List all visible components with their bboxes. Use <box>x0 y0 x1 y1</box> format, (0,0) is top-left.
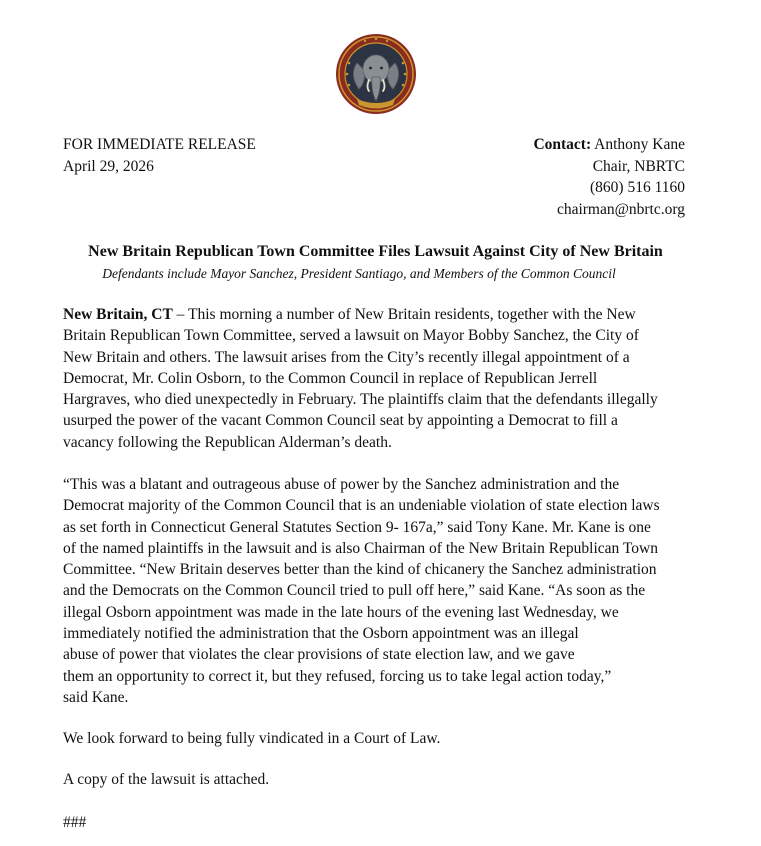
end-marker: ### <box>63 814 87 831</box>
paragraph-line: abuse of power that violates the clear provisions of state election law, and we gave <box>63 646 575 664</box>
contact-email: chairman@nbrtc.org <box>556 200 685 218</box>
paragraph-line: usurped the power of the vacant Common Council seat by appointing a Democrat to fill a <box>63 412 618 430</box>
paragraph-3: We look forward to being fully vindicated in a Court of Law. <box>63 730 441 747</box>
paragraph-4: A copy of the lawsuit is attached. <box>63 771 270 788</box>
contact-line <box>533 134 685 156</box>
paragraph-2 <box>63 474 703 708</box>
paragraph-line: Britain Republican Town Committee, served a lawsuit on Mayor Bobby Sanchez, the City of <box>63 327 639 345</box>
elephant-seal-icon <box>335 33 417 115</box>
paragraph-line: of the named plaintiffs in the lawsuit and is also Chairman of the New Britain Republican Town <box>63 539 658 557</box>
paragraph-line: Hargraves, who died unexpectedly in February. The plaintiffs claim that the defendants illegally <box>63 391 658 409</box>
release-label: FOR IMMEDIATE RELEASE <box>63 136 256 153</box>
paragraph-line: immediately notified the administration that the Osborn appointment was an illegal <box>63 625 579 643</box>
paragraph-line: as set forth in Connecticut General Statutes Section 9- 167a,” said Tony Kane. Mr. Kane is one <box>63 518 651 536</box>
dateline: New Britain, CT <box>63 306 173 323</box>
contact-title: Chair, NBRTC <box>592 157 685 175</box>
release-block <box>63 134 256 177</box>
contact-phone: (860) 516 1160 <box>590 179 685 196</box>
paragraph-1 <box>63 304 703 453</box>
paragraph-line: Democrat majority of the Common Council that is an undeniable violation of state election laws <box>63 497 660 515</box>
paragraph-line: vacancy following the Republican Alderman’s death. <box>63 433 392 451</box>
press-release-title: New Britain Republican Town Committee Files Lawsuit Against City of New Britain <box>88 243 663 260</box>
paragraph-line: Committee. “New Britain deserves better than the kind of chicanery the Sanchez administration <box>63 561 657 579</box>
paragraph-line: and the Democrats on the Common Council tried to pull off here,” said Kane. “As soon as the <box>63 582 646 600</box>
paragraph-line: illegal Osborn appointment was made in the late hours of the evening last Wednesday, we <box>63 603 619 621</box>
contact-name: Anthony Kane <box>594 136 685 153</box>
paragraph-line: said Kane. <box>63 688 129 706</box>
paragraph-line: New Britain, CT – This morning a number of New Britain residents, together with the New <box>63 306 636 323</box>
contact-block <box>533 134 685 220</box>
paragraph-line: “This was a blatant and outrageous abuse of power by the Sanchez administration and the <box>63 476 620 493</box>
press-release-subtitle: Defendants include Mayor Sanchez, President Santiago, and Members of the Common Council <box>102 266 616 281</box>
paragraph-line: New Britain and others. The lawsuit arises from the City’s recently illegal appointment of a <box>63 348 630 366</box>
release-date: April 29, 2026 <box>63 157 154 175</box>
contact-label: Contact: <box>533 136 592 153</box>
paragraph-line: Democrat, Mr. Colin Osborn, to the Common Council in replace of Republican Jerrell <box>63 369 598 387</box>
paragraph-line: them an opportunity to correct it, but they refused, forcing us to take legal action today,” <box>63 667 612 685</box>
